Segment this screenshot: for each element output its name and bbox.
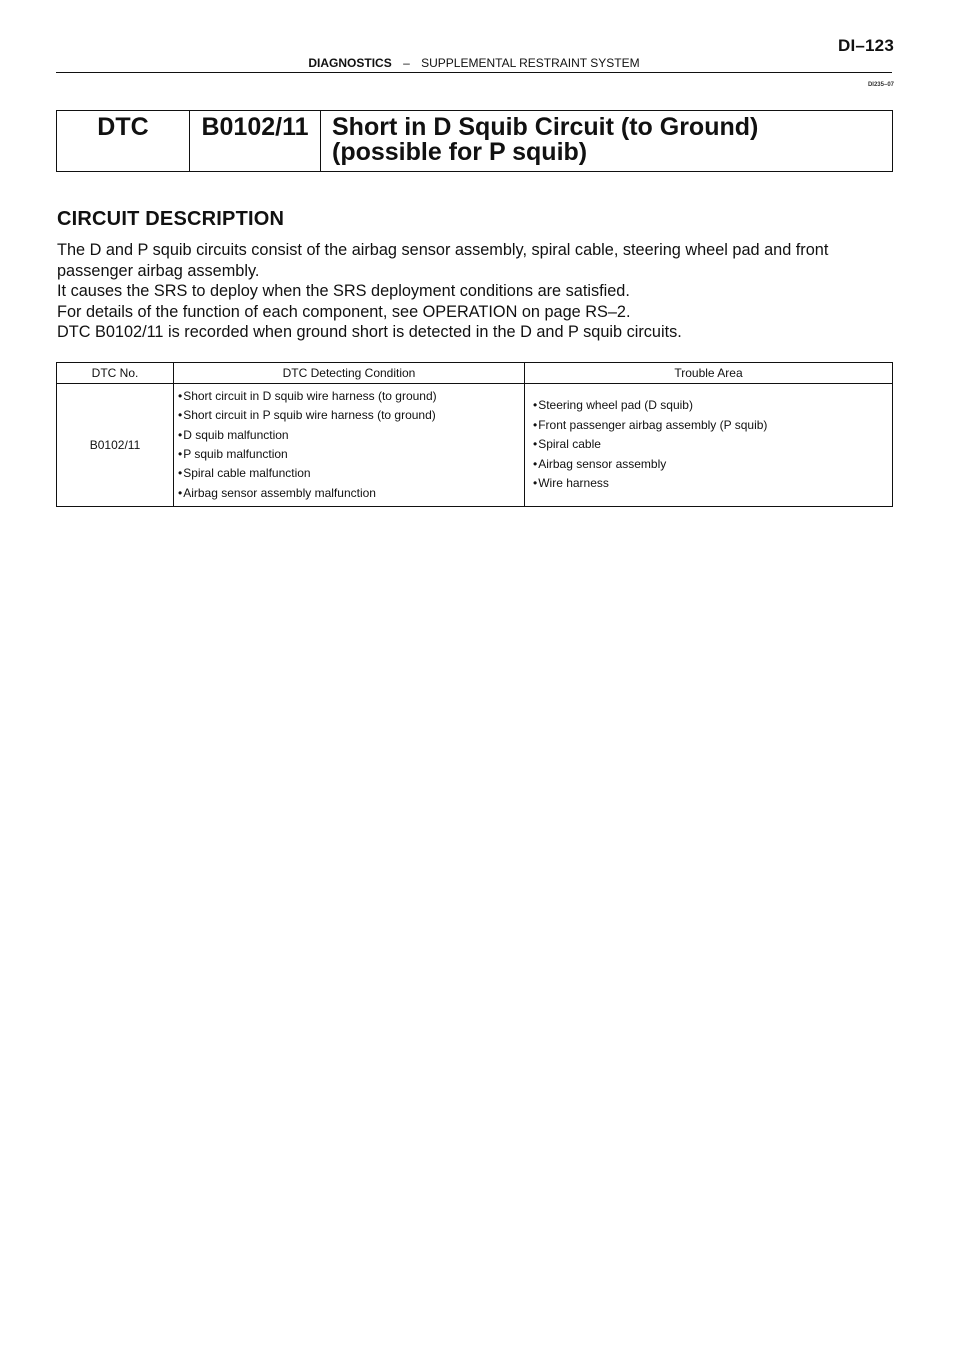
column-header-condition: DTC Detecting Condition [174,363,525,384]
list-item: • Front passenger airbag assembly (P squib) [533,416,892,435]
list-item: • P squib malfunction [178,445,524,464]
header-separator: – [403,56,410,70]
table-header-row [57,363,893,384]
description-paragraph: It causes the SRS to deploy when the SRS deployment conditions are satisfied. [57,282,630,301]
list-item: • Short circuit in D squib wire harness (to ground) [178,387,524,406]
dtc-number-cell: B0102/11 [57,384,174,507]
description-paragraph: For details of the function of each component, see OPERATION on page RS–2. [57,302,631,321]
column-header-dtc-no: DTC No. [57,363,174,384]
circuit-description-text [57,240,897,343]
list-item: • Steering wheel pad (D squib) [533,396,892,415]
running-header [56,56,892,73]
list-item: • Airbag sensor assembly malfunction [178,484,524,503]
dtc-title-box [56,110,893,172]
section-title: DIAGNOSTICS [308,56,392,70]
section-heading: CIRCUIT DESCRIPTION [57,208,285,230]
column-header-trouble-area: Trouble Area [525,363,893,384]
document-code: DI235–07 [867,82,894,88]
list-item: • D squib malfunction [178,426,524,445]
description-paragraph: The D and P squib circuits consist of the airbag sensor assembly, spiral cable, steering wheel pad and front passenger airbag assembly. [57,241,829,280]
trouble-area-list [525,396,892,493]
list-item: • Wire harness [533,474,892,493]
list-item: • Airbag sensor assembly [533,455,892,474]
list-item: • Spiral cable [533,435,892,454]
dtc-title-line-2: (possible for P squib) [332,138,588,166]
list-item: • Short circuit in P squib wire harness (to ground) [178,406,524,425]
dtc-table [56,362,893,507]
dtc-code: B0102/11 [190,111,321,171]
condition-cell [174,384,525,507]
dtc-title [321,111,892,171]
condition-list [174,387,524,503]
description-paragraph: DTC B0102/11 is recorded when ground short is detected in the D and P squib circuits. [57,323,682,342]
trouble-area-cell [525,384,893,507]
dtc-title-line-1: Short in D Squib Circuit (to Ground) [332,113,759,141]
list-item: • Spiral cable malfunction [178,464,524,483]
page-number: DI–123 [837,36,894,55]
dtc-label: DTC [57,111,190,171]
subsection-title: SUPPLEMENTAL RESTRAINT SYSTEM [421,56,640,70]
table-row [57,384,893,507]
